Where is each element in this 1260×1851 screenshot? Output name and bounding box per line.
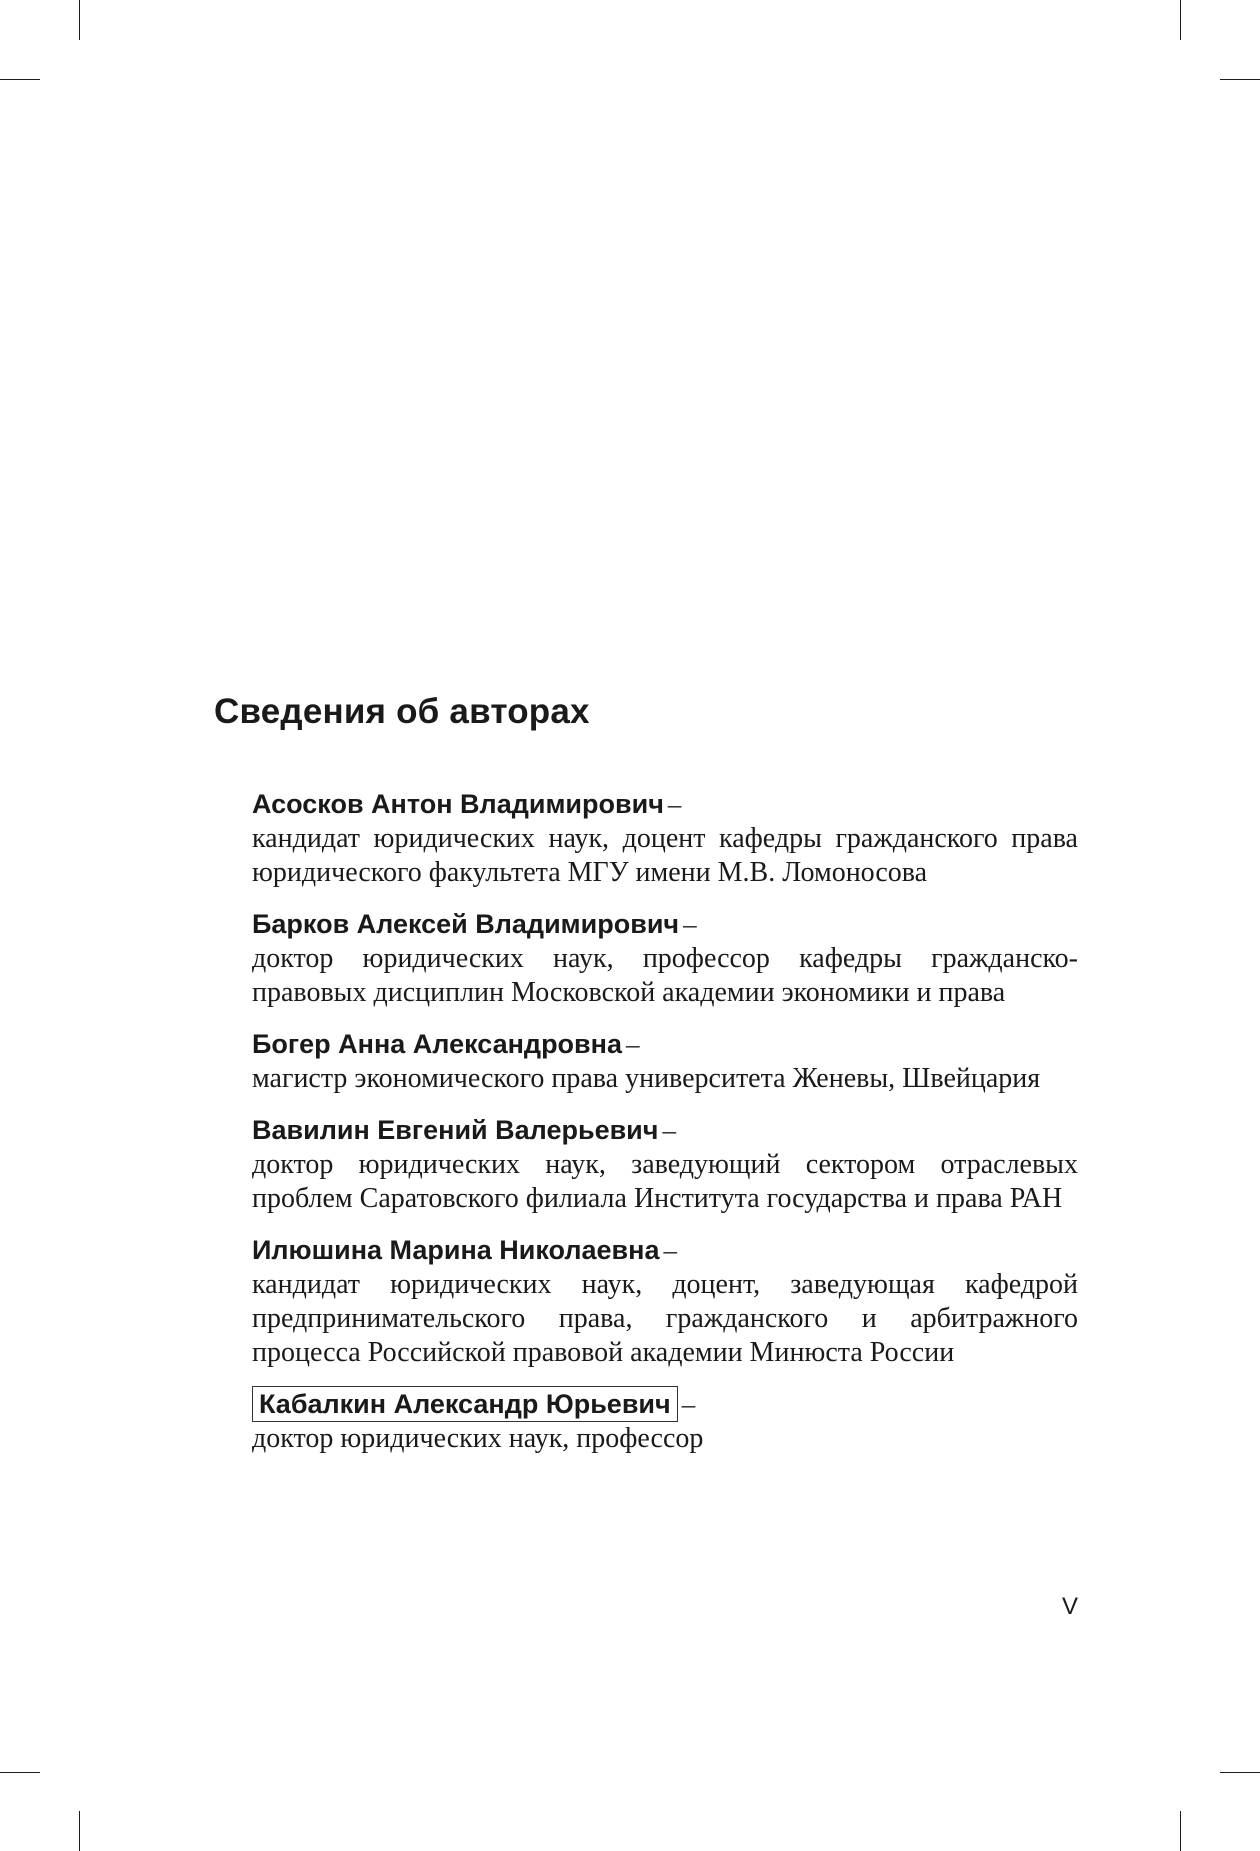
page-title: Сведения об авторах — [214, 692, 590, 731]
author-name-line — [252, 1112, 1078, 1148]
author-dash: – — [681, 1389, 696, 1419]
author-description: доктор юридических наук, заведующий сектором отраслевых проблем Саратовского филиала Института государства и права РАН — [252, 1149, 1078, 1214]
author-dash: – — [683, 909, 697, 939]
author-description: кандидат юридических наук, доцент, заведующая кафедрой предпринимательского права, гражданского и арбитражного процесса Российской правовой академии Минюста России — [252, 1269, 1078, 1368]
author-entry — [252, 1112, 1078, 1216]
author-name: Барков Алексей Владимирович — [252, 909, 680, 939]
author-dash: – — [662, 1115, 676, 1145]
crop-mark-top-right-h — [1220, 79, 1260, 80]
crop-mark-top-right — [1180, 0, 1181, 40]
crop-mark-bottom-right-h — [1220, 1772, 1260, 1773]
author-description: магистр экономического права университета Женевы, Швейцария — [252, 1063, 1041, 1094]
author-name-link[interactable]: Кабалкин Александр Юрьевич — [252, 1386, 678, 1422]
author-entry — [252, 786, 1078, 890]
crop-mark-bottom-left-h — [0, 1772, 40, 1773]
author-entry — [252, 1026, 1078, 1096]
author-dash: – — [667, 789, 682, 819]
author-name: Богер Анна Александровна — [252, 1029, 622, 1059]
page-number: V — [1062, 1593, 1079, 1620]
author-name-line — [252, 1232, 1078, 1268]
crop-mark-bottom-left — [79, 1811, 80, 1851]
author-name-line — [252, 906, 1078, 942]
author-name: Вавилин Евгений Валерьевич — [252, 1115, 659, 1145]
author-entry — [252, 1386, 1078, 1456]
author-name-line — [252, 1026, 1078, 1062]
author-name-line — [252, 786, 1078, 822]
author-description: кандидат юридических наук, доцент кафедры гражданского права юридического факультета МГУ имени М.В. Ломоносова — [252, 823, 1078, 888]
author-description: доктор юридических наук, профессор — [252, 1423, 704, 1454]
author-dash: – — [663, 1235, 677, 1265]
author-dash: – — [625, 1029, 640, 1059]
author-description: доктор юридических наук, профессор кафедры гражданско-правовых дисциплин Московской академии экономики и права — [252, 943, 1078, 1008]
author-name: Асосков Антон Владимирович — [252, 789, 664, 819]
authors-list — [252, 786, 1078, 1472]
author-name: Илюшина Марина Николаевна — [252, 1235, 660, 1265]
crop-mark-top-left — [79, 0, 80, 40]
author-entry — [252, 906, 1078, 1010]
crop-mark-top-left-h — [0, 79, 40, 80]
crop-mark-bottom-right — [1180, 1811, 1181, 1851]
author-name-line — [252, 1386, 1078, 1422]
author-entry — [252, 1232, 1078, 1370]
